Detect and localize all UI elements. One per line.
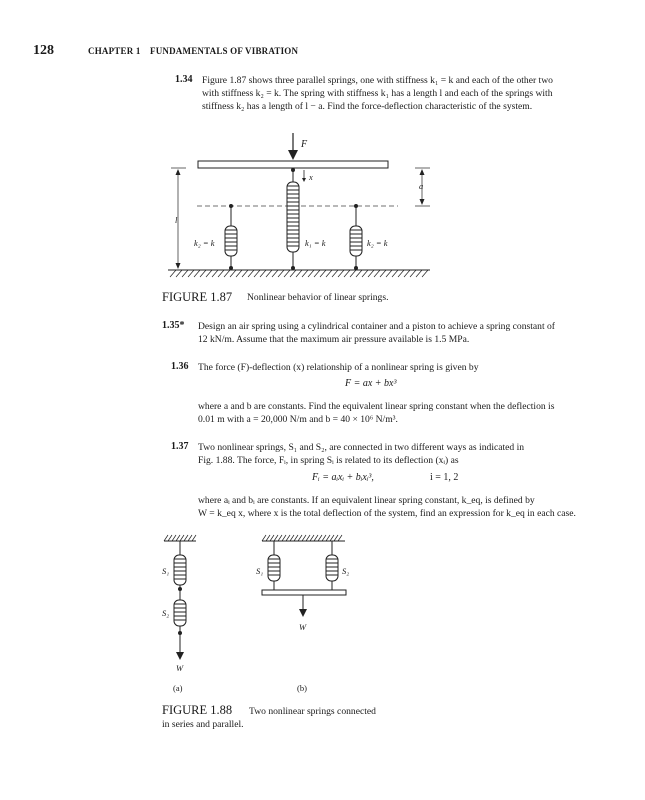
spring-b-s2 xyxy=(326,541,338,590)
spring-k1-label: k₁ = k xyxy=(305,238,326,248)
problem-number: 1.35* xyxy=(162,320,185,331)
page-number: 128 xyxy=(33,43,54,58)
chapter-label: CHAPTER 1 xyxy=(88,46,141,56)
text-line: The force (F)-deflection (x) relationship of a nonlinear spring is given by xyxy=(198,362,479,373)
equation-index: i = 1, 2 xyxy=(430,472,459,483)
chapter-title: FUNDAMENTALS OF VIBRATION xyxy=(150,46,299,56)
text-line: 12 kN/m. Assume that the maximum air pressure available is 1.5 MPa. xyxy=(198,334,470,345)
b-tag: (b) xyxy=(297,683,307,693)
figure-1-87-label: FIGURE 1.87 xyxy=(162,290,233,304)
node-a1 xyxy=(178,587,182,591)
w-arrow-a-head xyxy=(176,652,184,660)
force-label: F xyxy=(301,139,308,150)
figure-1-88-caption-line1: Two nonlinear springs connected xyxy=(249,706,376,717)
text-line: Fig. 1.88. The force, Fᵢ, in spring Sᵢ is related to its deflection (xᵢ) as xyxy=(198,455,459,466)
problem-number: 1.36 xyxy=(171,361,189,372)
support-b-hatch xyxy=(262,535,342,541)
b-w-label: W xyxy=(299,622,307,632)
problem-number: 1.34 xyxy=(175,74,193,85)
l-label: l xyxy=(175,215,178,225)
equation: Fᵢ = aᵢxᵢ + bᵢxᵢ³, xyxy=(312,472,374,483)
text-line: where a and b are constants. Find the equivalent linear spring constant when the deflection is xyxy=(198,401,555,412)
text-line: Two nonlinear springs, S₁ and S₂, are connected in two different ways as indicated in xyxy=(198,442,525,453)
text-line: Figure 1.87 shows three parallel springs, one with stiffness k₁ = k and each of the other two xyxy=(202,75,553,86)
b-s2-label: S₂ xyxy=(342,566,350,576)
figure-1-87-caption: Nonlinear behavior of linear springs. xyxy=(247,292,389,303)
text-line: W = k_eq x, where x is the total deflection of the system, find an expression for k_eq in each case. xyxy=(198,508,576,519)
figure-1-88-caption-line2: in series and parallel. xyxy=(162,719,244,730)
text-line: Design an air spring using a cylindrical container and a piston to achieve a spring constant of xyxy=(198,321,555,332)
spring-k2-right-label: k₂ = k xyxy=(367,238,388,248)
plate-b xyxy=(262,590,346,595)
spring-b-s1 xyxy=(268,541,280,590)
w-arrow-b-head xyxy=(299,609,307,617)
figure-1-88-label: FIGURE 1.88 xyxy=(162,703,233,717)
spring-a-s1 xyxy=(174,541,186,600)
text-line: with stiffness k₂ = k. The spring with stiffness k₁ has a length l and each of the springs with xyxy=(202,88,553,99)
a-s2-label: S₂ xyxy=(162,608,170,618)
spring-k2-left-label: k₂ = k xyxy=(194,238,215,248)
a-label: a xyxy=(419,181,424,191)
x-label: x xyxy=(309,172,313,182)
a-tag: (a) xyxy=(173,683,183,693)
b-s1-label: S₁ xyxy=(256,566,264,576)
text-line: stiffness k₂ has a length of l − a. Find the force-deflection characteristic of the system. xyxy=(202,101,533,112)
equation: F = ax + bx³ xyxy=(345,378,397,389)
text-line: 0.01 m with a = 20,000 N/m and b = 40 × 10⁶ N/m³. xyxy=(198,414,398,425)
text-line: where aᵢ and bᵢ are constants. If an equivalent linear spring constant, k_eq, is defined by xyxy=(198,495,535,506)
a-s1-label: S₁ xyxy=(162,566,170,576)
a-w-label: W xyxy=(176,663,184,673)
spring-a-s2 xyxy=(174,600,186,632)
problem-number: 1.37 xyxy=(171,441,189,452)
support-a-hatch xyxy=(164,535,196,541)
